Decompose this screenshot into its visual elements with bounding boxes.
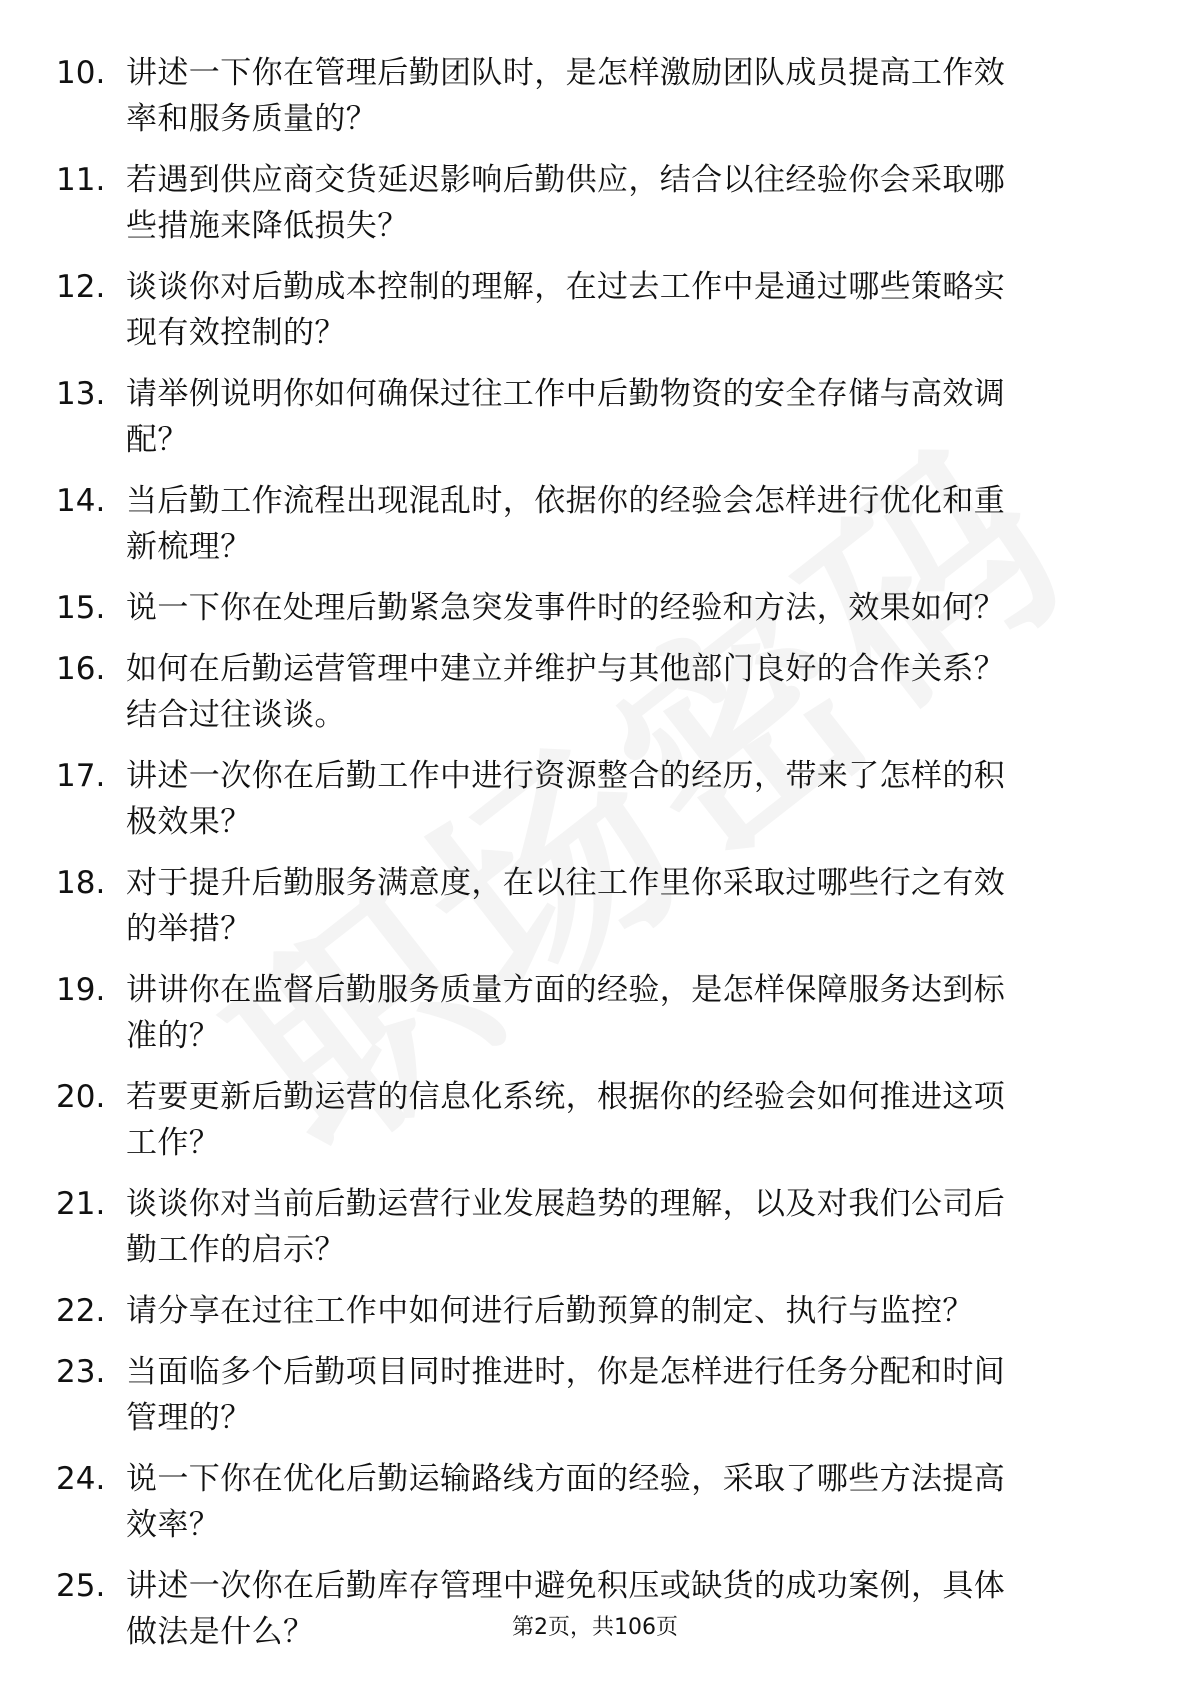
- question-item: [56, 860, 1116, 952]
- question-text-line: 若遇到供应商交货延迟影响后勤供应，结合以往经验你会采取哪: [126, 162, 1006, 198]
- question-text-line: 做法是什么？: [126, 1614, 315, 1650]
- question-spacer: [56, 845, 1116, 860]
- question-item: [56, 585, 1116, 631]
- question-number: 25.: [56, 1568, 106, 1604]
- question-text-line: 工作？: [126, 1125, 221, 1161]
- question-item: [56, 157, 1116, 249]
- question-text-line: 现有效控制的？: [126, 315, 346, 351]
- question-spacer: [56, 1334, 1116, 1349]
- question-text: [126, 50, 1116, 142]
- question-spacer: [56, 1166, 1116, 1181]
- question-text-line: 谈谈你对后勤成本控制的理解，在过去工作中是通过哪些策略实: [126, 269, 1006, 305]
- question-spacer: [56, 570, 1116, 585]
- question-spacer: [56, 463, 1116, 478]
- question-item: [56, 967, 1116, 1059]
- question-spacer: [56, 631, 1116, 646]
- question-number: 10.: [56, 55, 106, 91]
- question-text-line: 效率？: [126, 1507, 221, 1543]
- page-footer: [0, 1613, 1190, 1643]
- question-number: 13.: [56, 376, 106, 412]
- question-text: [126, 1349, 1116, 1441]
- question-text: [126, 157, 1116, 249]
- question-text-line: 结合过往谈谈。: [126, 697, 346, 733]
- question-text: [126, 371, 1116, 463]
- page-number-label: 第2页，共106页: [512, 1615, 678, 1640]
- question-item: [56, 1456, 1116, 1548]
- question-text-line: 如何在后勤运营管理中建立并维护与其他部门良好的合作关系？: [126, 651, 1006, 687]
- question-text-line: 率和服务质量的？: [126, 101, 378, 137]
- question-number: 22.: [56, 1293, 106, 1329]
- question-item: [56, 646, 1116, 738]
- question-number: 20.: [56, 1079, 106, 1115]
- question-number: 18.: [56, 865, 106, 901]
- question-number: 16.: [56, 651, 106, 687]
- question-text: [126, 1288, 1116, 1334]
- question-list: [56, 50, 1116, 1655]
- question-text-line: 配？: [126, 422, 189, 458]
- question-number: 17.: [56, 758, 106, 794]
- question-number: 11.: [56, 162, 106, 198]
- question-text: [126, 478, 1116, 570]
- question-spacer: [56, 952, 1116, 967]
- question-spacer: [56, 1273, 1116, 1288]
- question-text: [126, 264, 1116, 356]
- question-text: [126, 646, 1116, 738]
- question-spacer: [56, 356, 1116, 371]
- question-item: [56, 1074, 1116, 1166]
- question-spacer: [56, 249, 1116, 264]
- question-spacer: [56, 738, 1116, 753]
- question-item: [56, 1181, 1116, 1273]
- question-text-line: 说一下你在优化后勤运输路线方面的经验，采取了哪些方法提高: [126, 1461, 1006, 1497]
- question-item: [56, 1288, 1116, 1334]
- question-spacer: [56, 142, 1116, 157]
- question-text-line: 若要更新后勤运营的信息化系统，根据你的经验会如何推进这项: [126, 1079, 1006, 1115]
- question-item: [56, 1349, 1116, 1441]
- question-text-line: 极效果？: [126, 804, 252, 840]
- question-text-line: 请举例说明你如何确保过往工作中后勤物资的安全存储与高效调: [126, 376, 1006, 412]
- question-text: [126, 1456, 1116, 1548]
- question-number: 23.: [56, 1354, 106, 1390]
- question-text-line: 谈谈你对当前后勤运营行业发展趋势的理解，以及对我们公司后: [126, 1186, 1006, 1222]
- question-text: [126, 860, 1116, 952]
- question-text-line: 说一下你在处理后勤紧急突发事件时的经验和方法，效果如何？: [126, 590, 1006, 626]
- question-spacer: [56, 1441, 1116, 1456]
- question-text-line: 些措施来降低损失？: [126, 208, 409, 244]
- question-text-line: 对于提升后勤服务满意度，在以往工作里你采取过哪些行之有效: [126, 865, 1006, 901]
- question-text-line: 请分享在过往工作中如何进行后勤预算的制定、执行与监控？: [126, 1293, 974, 1329]
- question-text: [126, 753, 1116, 845]
- question-text-line: 讲述一下你在管理后勤团队时，是怎样激励团队成员提高工作效: [126, 55, 1006, 91]
- question-number: 21.: [56, 1186, 106, 1222]
- question-item: [56, 50, 1116, 142]
- question-spacer: [56, 1059, 1116, 1074]
- question-text: [126, 1074, 1116, 1166]
- question-item: [56, 753, 1116, 845]
- question-text-line: 讲述一次你在后勤库存管理中避免积压或缺货的成功案例，具体: [126, 1568, 1006, 1604]
- question-text: [126, 1181, 1116, 1273]
- question-text: [126, 585, 1116, 631]
- question-text-line: 准的？: [126, 1018, 221, 1054]
- question-number: 15.: [56, 590, 106, 626]
- question-text-line: 勤工作的启示？: [126, 1232, 346, 1268]
- question-text-line: 当后勤工作流程出现混乱时，依据你的经验会怎样进行优化和重: [126, 483, 1006, 519]
- question-text-line: 当面临多个后勤项目同时推进时，你是怎样进行任务分配和时间: [126, 1354, 1006, 1390]
- question-item: [56, 264, 1116, 356]
- question-number: 14.: [56, 483, 106, 519]
- question-text: [126, 967, 1116, 1059]
- question-text-line: 讲讲你在监督后勤服务质量方面的经验，是怎样保障服务达到标: [126, 972, 1006, 1008]
- question-text-line: 的举措？: [126, 911, 252, 947]
- question-item: [56, 371, 1116, 463]
- question-text-line: 管理的？: [126, 1400, 252, 1436]
- question-text-line: 讲述一次你在后勤工作中进行资源整合的经历，带来了怎样的积: [126, 758, 1006, 794]
- question-spacer: [56, 1548, 1116, 1563]
- question-text-line: 新梳理？: [126, 529, 252, 565]
- question-number: 24.: [56, 1461, 106, 1497]
- question-item: [56, 478, 1116, 570]
- question-number: 12.: [56, 269, 106, 305]
- question-number: 19.: [56, 972, 106, 1008]
